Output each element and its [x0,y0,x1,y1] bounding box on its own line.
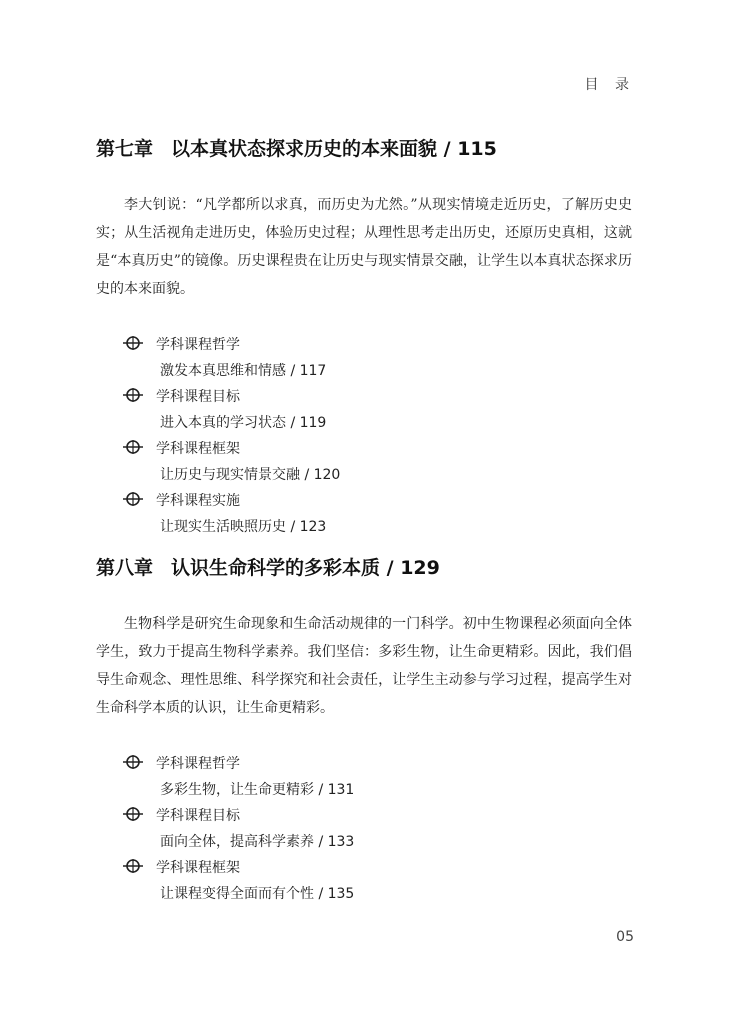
chapter-7 [96,134,656,541]
toc-item [96,489,656,541]
toc-page: / 133 [318,834,355,850]
chapter-label: 第八章 [96,557,154,579]
chapter-name: 认识生命科学的多彩本质 [171,557,381,579]
toc-item [96,856,656,908]
running-head: 目 录 [584,77,635,93]
toc-subtitle: 多彩生物，让生命更精彩 / 131 [160,782,355,798]
toc-subtitle: 面向全体，提高科学素养 / 133 [160,834,355,850]
toc-page: / 135 [318,886,355,902]
chapter-page: / 129 [386,557,440,579]
chapter-title [96,553,656,580]
chapter-intro: 生物科学是研究生命现象和生命活动规律的一门科学。初中生物课程必须面向全体学生，致力于提高生物科学素养。我们坚信：多彩生物，让生命更精彩。因此，我们倡导生命观念、理性思维、科学探究和社会责任，让学生主动参与学习过程，提高学生对生命科学本质的认识，让生命更精彩。 [96,616,632,716]
toc-subtitle: 激发本真思维和情感 / 117 [160,363,327,379]
circle-cross-icon [122,489,144,509]
chapter-label: 第七章 [96,138,154,160]
chapter-intro: 李大钊说：“凡学都所以求真，而历史为尤然。”从现实情境走近历史，了解历史史实；从生活视角走进历史，体验历史过程；从理性思考走出历史，还原历史真相，这就是“本真历史”的镜像。历史课程贵在让历史与现实情景交融，让学生以本真状态探求历史的本来面貌。 [96,197,632,297]
toc-item [96,333,656,385]
toc-list [96,752,656,908]
chapter-8 [96,553,656,908]
circle-cross-icon [122,437,144,457]
toc-heading: 学科课程哲学 [156,337,240,353]
chapter-title [96,134,656,161]
toc-subtitle: 让历史与现实情景交融 / 120 [160,467,341,483]
toc-list [96,333,656,541]
toc-subtitle: 让现实生活映照历史 / 123 [160,519,327,535]
circle-cross-icon [122,385,144,405]
circle-cross-icon [122,752,144,772]
toc-item [96,804,656,856]
toc-page: / 120 [304,467,341,483]
toc-page: / 131 [318,782,355,798]
toc-page: / 123 [290,519,327,535]
chapter-name: 以本真状态探求历史的本来面貌 [171,138,438,160]
toc-heading: 学科课程目标 [156,389,240,405]
toc-heading: 学科课程框架 [156,441,240,457]
circle-cross-icon [122,333,144,353]
circle-cross-icon [122,804,144,824]
toc-heading: 学科课程框架 [156,860,240,876]
toc-heading: 学科课程实施 [156,493,240,509]
toc-heading: 学科课程目标 [156,808,240,824]
toc-page: / 117 [290,363,327,379]
toc-item [96,752,656,804]
toc-subtitle: 让课程变得全面而有个性 / 135 [160,886,355,902]
toc-item [96,437,656,489]
circle-cross-icon [122,856,144,876]
chapter-page: / 115 [443,138,497,160]
toc-page: / 119 [290,415,327,431]
toc-heading: 学科课程哲学 [156,756,240,772]
toc-item [96,385,656,437]
page-number: 05 [616,929,634,945]
toc-subtitle: 进入本真的学习状态 / 119 [160,415,327,431]
